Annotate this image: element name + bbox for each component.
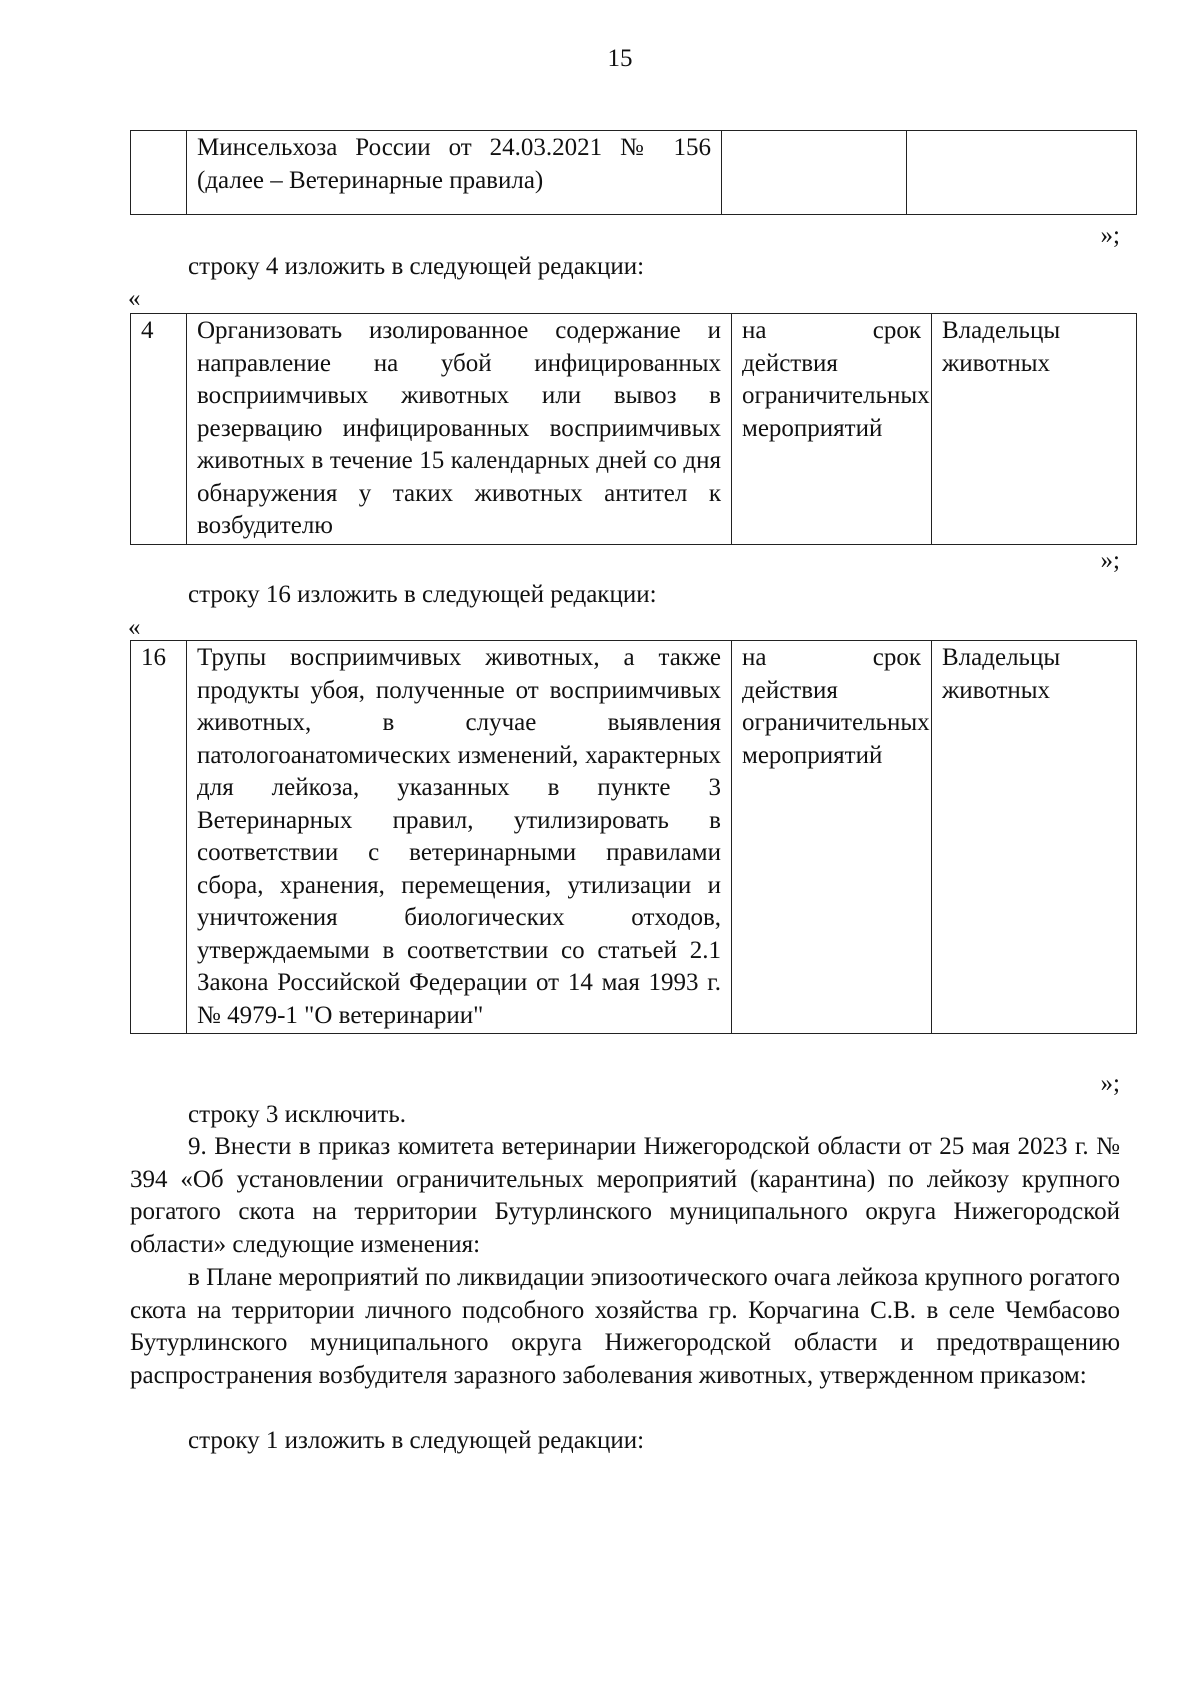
page-number: 15 <box>607 45 633 72</box>
close-quote: »; <box>1100 1070 1120 1097</box>
table-row4 <box>130 313 1137 545</box>
table-continuation <box>130 130 1137 215</box>
cell-text: Трупы восприимчивых животных, а также продукты убоя, полученные от восприимчивых животных, в случае выявления патологоанатомических изменений, характерных для лейкоза, указанных в пункте 3 Ветеринарных правил, утилизировать в соответствии с ветеринарными правилами сбора, хранения, перемещения, утилизации и уничтожения биологических отходов, утверждаемыми в соответствии со статьей 2.1 Закона Российской Федерации от 14 мая 1993 г. № 4979-1 "О ветеринарии" <box>187 641 732 1034</box>
cell-resp: Владельцы животных <box>932 641 1137 1034</box>
cell-resp: Владельцы животных <box>932 314 1137 545</box>
close-quote: »; <box>1100 547 1120 574</box>
instruction-row1: строку 1 изложить в следующей редакции: <box>188 1427 645 1454</box>
open-quote: « <box>128 285 141 312</box>
table-row <box>131 641 1137 1034</box>
table-row16 <box>130 640 1137 1034</box>
instruction-row4: строку 4 изложить в следующей редакции: <box>188 253 645 280</box>
cell-term: на срок действия ограничительных мероприятий <box>732 314 932 545</box>
cell-num: 16 <box>131 641 187 1034</box>
cell-resp <box>907 131 1137 215</box>
table-row <box>131 131 1137 215</box>
open-quote: « <box>128 614 141 641</box>
table-row <box>131 314 1137 545</box>
cell-text: Организовать изолированное содержание и направление на убой инфицированных восприимчивых животных или вывоз в резервацию инфицированных восприимчивых животных в течение 15 календарных дней со дня обнаружения у таких животных антител к возбудителю <box>187 314 732 545</box>
close-quote: »; <box>1100 222 1120 249</box>
cell-text: Минсельхоза России от 24.03.2021 № 156 (далее – Ветеринарные правила) <box>187 131 722 215</box>
cell-term: на срок действия ограничительных мероприятий <box>732 641 932 1034</box>
cell-term <box>722 131 907 215</box>
cell-num: 4 <box>131 314 187 545</box>
paragraph-9: 9. Внести в приказ комитета ветеринарии Нижегородской области от 25 мая 2023 г. № 394 «Об установлении ограничительных мероприятий (карантина) по лейкозу крупного рогатого скота на территории Бутурлинского муниципального округа Нижегородской области» следующие изменения: <box>130 1133 1120 1258</box>
cell-num <box>131 131 187 215</box>
paragraph-plan: в Плане мероприятий по ликвидации эпизоотического очага лейкоза крупного рогатого скота на территории личного подсобного хозяйства гр. Корчагина С.В. в селе Чембасово Бутурлинского муниципального округа Нижегородской области и предотвращению распространения возбудителя заразного заболевания животных, утвержденном приказом: <box>130 1264 1120 1389</box>
instruction-row3: строку 3 исключить. <box>188 1101 406 1128</box>
instruction-row16: строку 16 изложить в следующей редакции: <box>188 581 657 608</box>
